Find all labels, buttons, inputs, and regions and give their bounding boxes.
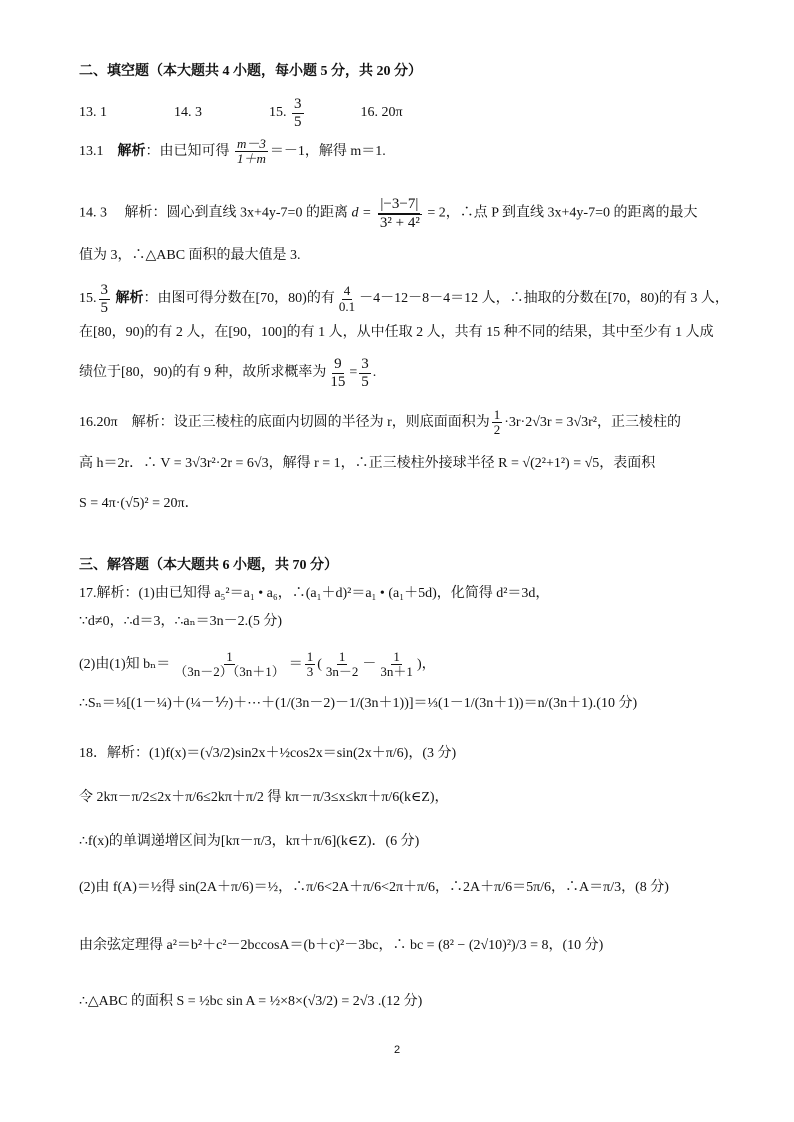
q15-fd: 0.1 [338,298,356,314]
q17-3-num: 1 [226,649,233,664]
answer-15-num: 3 [294,96,302,112]
q17-3e: 3 [306,664,314,680]
q16-text: 16.20π 解析：设正三棱柱的底面内切圆的半径为 r，则底面面积为 [79,415,490,431]
q15-solution [79,282,729,316]
q17-line-2: ∵d≠0，∴d＝3，∴aₙ＝3n－2.(5 分) [79,614,282,629]
q15-line-3 [79,356,724,390]
q15-den: 5 [100,299,108,316]
q17-3-eq: ＝ [288,657,303,673]
q17-3c: 1 [306,649,314,664]
answer-15-fraction [292,96,304,130]
q16-line-2: 高 h＝2r．∴ V = 3√3r²·2r = 6√3，解得 r = 1，∴正三棱柱外接球半径 R = √(2²+1²) = √5，表面积 [79,456,656,471]
q15-fn: 4 [343,283,351,299]
q13-solution [79,137,724,167]
q17-line-4: ∴Sₙ＝⅓[(1－¼)＋(¼－⅐)＋⋯＋(1/(3n－2)－1/(3n＋1))]＝⅓(1－1/(3n＋1))＝n/(3n＋1).(10 分) [79,696,638,711]
q16-half-n: 1 [493,407,501,422]
q15-text: ：由图可得分数在[70，80)的有 [143,291,335,307]
q15-fraction-3 [328,356,347,390]
q15-g1: 9 [334,356,342,372]
answer-15-den: 5 [294,113,302,130]
answer-14: 14. 3 [174,105,202,121]
q18-line-3: ∴f(x)的单调递增区间为[kπ－π/3，kπ＋π/6](k∈Z)．(6 分) [79,834,420,849]
q14-text-2: = 2，∴点 P 到直线 3x+4y-7=0 的距离的最大 [427,205,698,221]
q16-half [492,408,503,438]
q14-text: 14. 3 解析：圆心到直线 3x+4y-7=0 的距离 [79,205,348,221]
q15-fraction [99,282,111,316]
q16-line-3: S = 4π·(√5)² = 20π． [79,496,199,511]
q15-i1: 3 [361,356,369,372]
q14-num: |−3−7| [380,196,419,212]
q13-num: m－3 [237,136,266,151]
q15-line-2: 在[80，90)的有 2 人，在[90，100]的有 1 人，从中任取 2 人，共有 15 种不同的结果，其中至少有 1 人成 [79,325,714,340]
answers-row [79,96,724,130]
page-number: 2 [393,1044,401,1056]
q13-jiexi: 解析 [117,144,146,160]
q15-i2: 5 [361,373,369,390]
q17-3-frac-4 [378,650,415,680]
q18-line-1: 18．解析：(1)f(x)＝(√3/2)sin2x＋½cos2x＝sin(2x＋π/6)，(3 分) [79,746,457,761]
q16-solution [79,408,724,438]
q14-solution [79,196,724,231]
q14-line-2: 值为 3，∴△ABC 面积的最大值是 3. [79,248,301,263]
q18-line-5: 由余弦定理得 a²＝b²＋c²－2bccosA＝(b＋c)²－3bc，∴ bc = (8² − (2√10)²)/3 = 8，(10 分) [79,938,604,953]
q13-label: 13.1 [79,144,118,160]
q15-fraction-4 [359,356,371,390]
answer-16: 16. 20π [360,105,403,121]
q17-line-1: 17.解析：(1)由已知得 a₅²＝a₁ • a₆，∴(a₁＋d)²＝a₁ • (a₁＋5d)，化简得 d²＝3d， [79,586,550,601]
q17-3k: 3n＋1 [380,664,413,680]
q18-line-6: ∴△ABC 的面积 S = ½bc sin A = ½×8×(√3/2) = 2√3 .(12 分) [79,994,423,1009]
q15-text-3: 绩位于[80，90)的有 9 种，故所求概率为 [79,365,327,381]
q17-3l: )， [416,657,436,673]
q17-3g: 1 [338,649,346,664]
q15-text-2: －4－12－8－4＝12 人，∴抽取的分数在[70，80)的有 3 人， [359,291,729,307]
q14-den: 3² + 4² [379,214,420,231]
q15-period: . [372,365,377,381]
q16-half-d: 2 [493,422,501,438]
q15-label: 15. [79,291,97,307]
q17-3-text: (2)由(1)知 bₙ＝ [79,657,171,673]
q17-3-frac-3 [324,650,361,680]
q17-3-frac-2 [305,650,316,680]
q17-3-den: （3n－2）（3n＋1） [174,664,285,680]
answer-15-label: 15. [269,105,287,121]
q17-3i: － [362,657,377,673]
q15-fraction-2 [337,284,357,314]
q17-3j: 1 [393,649,400,664]
q17-3f: ( [317,657,322,673]
q15-g2: 15 [330,373,346,390]
q18-line-4: (2)由 f(A)＝½得 sin(2A＋π/6)＝½，∴π/6<2A＋π/6<2π＋π/6，∴2A＋π/6＝5π/6，∴A＝π/3，(8 分) [79,880,669,895]
section-heading-solve: 三、解答题（本大题共 6 小题，共 70 分） [79,558,338,573]
q17-line-3 [79,650,724,680]
answer-13: 13. 1 [79,105,107,121]
q13-den: 1＋m [237,151,266,167]
q13-fraction [235,137,268,167]
q15-jiexi: 解析 [115,291,144,307]
q15-eq: = [349,365,358,381]
q16-text-2: ·3r·2√3r = 3√3r²，正三棱柱的 [504,415,682,431]
q17-3h: 3n－2 [325,664,359,680]
q13-text: ：由已知可得 [145,144,230,160]
q14-distance-symbol: d = [351,205,372,221]
q18-line-2: 令 2kπ－π/2≤2x＋π/6≤2kπ＋π/2 得 kπ－π/3≤x≤kπ＋π/6(k∈Z)， [79,790,449,805]
q17-3-frac [172,650,287,680]
q14-fraction [377,196,422,231]
q13-result: ＝－1，解得 m＝1. [269,144,386,160]
section-heading-fill: 二、填空题（本大题共 4 小题，每小题 5 分，共 20 分） [79,64,422,79]
q15-num: 3 [100,282,108,298]
